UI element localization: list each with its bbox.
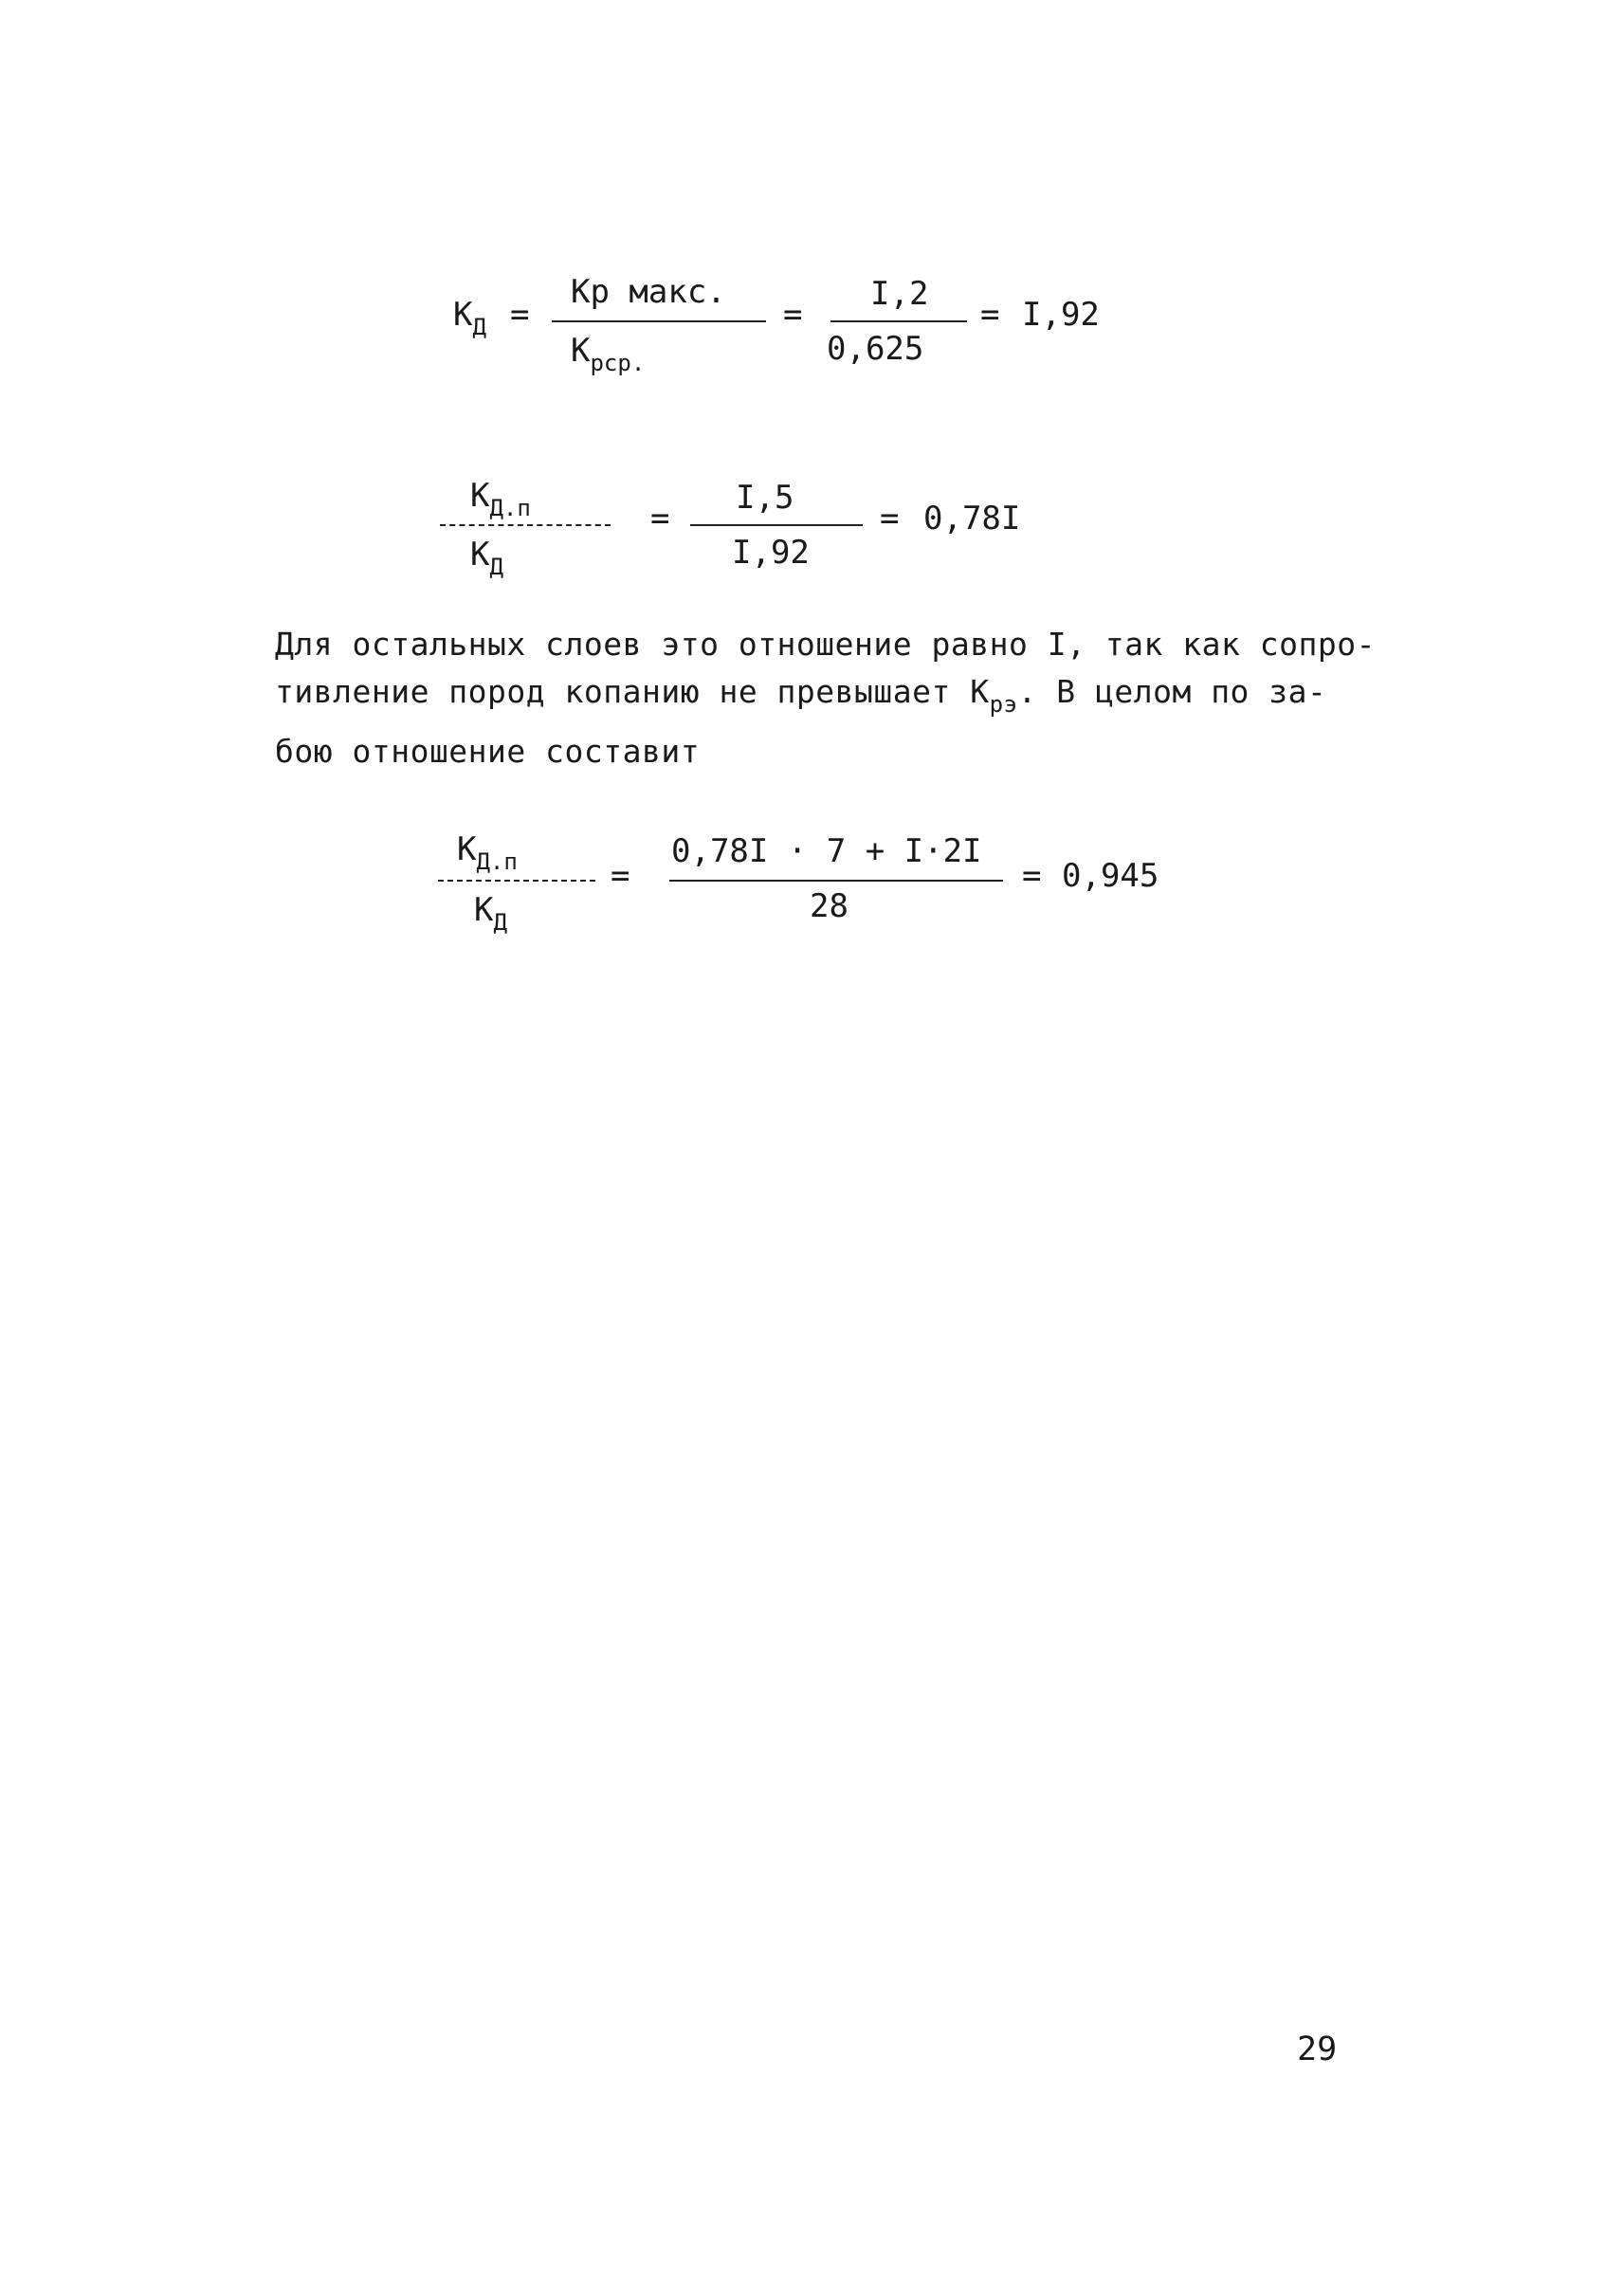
fraction-numerator: $K_{Д.п}$ — [457, 830, 518, 875]
equals-sign: = — [880, 500, 900, 537]
fraction-denominator: $K_{рср.}$ — [571, 332, 646, 376]
fraction-bar — [669, 880, 1003, 882]
fraction-denominator: $K_Д$ — [470, 536, 503, 580]
fraction-bar — [438, 880, 595, 882]
paragraph-line: Для остальных слоев это отношение равно I, так как сопро- — [275, 626, 1376, 663]
body-paragraph — [275, 621, 1413, 775]
fraction-numerator: I,5 — [736, 479, 794, 517]
fraction-denominator: $K_Д$ — [474, 891, 507, 936]
lhs: $K_Д$ — [453, 296, 486, 340]
equals-sign: = — [611, 857, 630, 895]
fraction-bar — [690, 524, 863, 526]
equals-sign: = — [980, 296, 1000, 334]
paragraph-line: бою отношение составит — [275, 733, 701, 770]
result-value: I,92 — [1022, 296, 1100, 334]
result-value: 0,945 — [1062, 857, 1159, 895]
equals-sign: = — [650, 500, 670, 537]
fraction-numerator: Kр макс. — [571, 273, 726, 311]
paragraph-line: тивление пород копанию не превышает $K_{рэ}$. В целом по за- — [275, 673, 1327, 718]
result-value: 0,78I — [923, 500, 1021, 537]
fraction-numerator: 0,78I · 7 + I·2I — [671, 832, 982, 870]
fraction-bar — [440, 524, 611, 526]
formula-kd — [0, 265, 1624, 455]
fraction-bar — [552, 320, 766, 322]
equals-sign: = — [783, 296, 803, 334]
fraction-denominator: I,92 — [732, 534, 810, 572]
page-number: 29 — [1297, 2031, 1338, 2068]
equals-sign: = — [510, 296, 530, 334]
fraction-numerator: I,2 — [870, 275, 929, 313]
fraction-numerator: $K_{Д.п}$ — [470, 477, 531, 521]
fraction-denominator: 28 — [810, 887, 848, 925]
formula-face-ratio — [0, 825, 1624, 1014]
fraction-denominator: 0,625 — [827, 330, 924, 368]
equals-sign: = — [1022, 857, 1042, 895]
fraction-bar — [830, 320, 967, 322]
